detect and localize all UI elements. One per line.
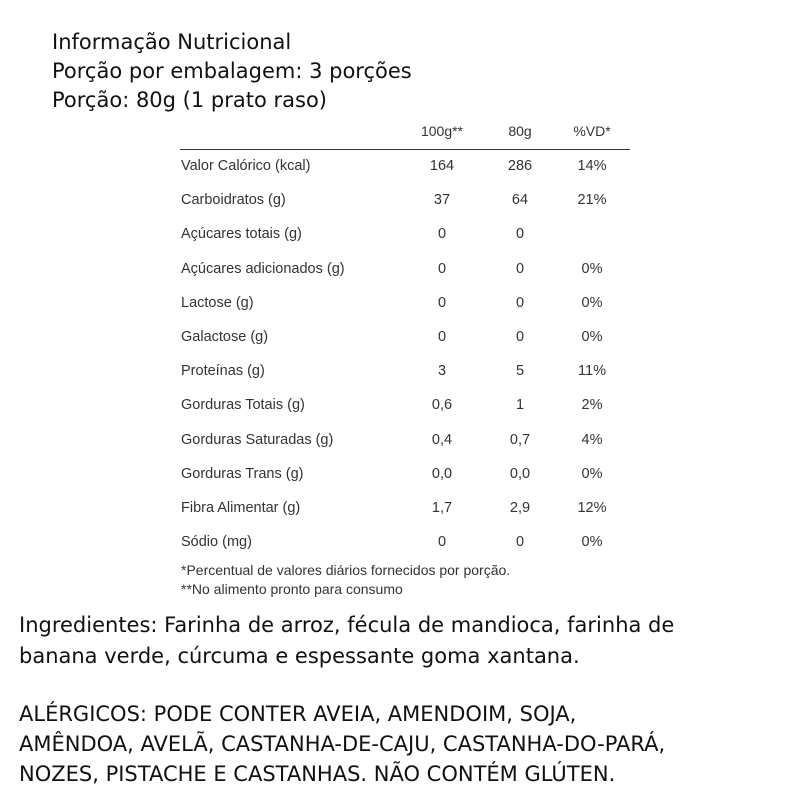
ingredients-line: banana verde, cúrcuma e espessante goma xantana. xyxy=(19,644,580,668)
value-per-80g: 1 xyxy=(515,397,525,414)
value-per-80g: 0 xyxy=(515,328,525,345)
nutrition-table xyxy=(180,118,630,560)
table-row xyxy=(180,424,630,458)
table-row xyxy=(180,253,630,287)
table-row xyxy=(180,458,630,492)
value-vd: 14% xyxy=(577,158,607,174)
table-row xyxy=(180,389,630,423)
value-per-100g: 37 xyxy=(433,192,451,209)
footnotes xyxy=(181,561,510,599)
allergens-line: AMÊNDOA, AVELÃ, CASTANHA-DE-CAJU, CASTANHA-DO-PARÁ, xyxy=(19,732,666,756)
value-per-100g: 164 xyxy=(429,158,455,174)
value-per-100g: 0 xyxy=(437,534,447,551)
nutrient-name: Valor Calórico (kcal) xyxy=(181,158,311,174)
value-vd: 0% xyxy=(581,328,603,345)
value-per-100g: 0,4 xyxy=(431,431,453,448)
value-vd: 12% xyxy=(577,499,607,516)
table-row xyxy=(180,355,630,389)
table-row xyxy=(180,287,630,321)
column-header-100g: 100g** xyxy=(420,123,464,139)
servings-per-package: Porção por embalagem: 3 porções xyxy=(52,59,412,83)
nutrient-name: Gorduras Trans (g) xyxy=(181,465,304,482)
allergens-line: ALÉRGICOS: PODE CONTER AVEIA, AMENDOIM, SOJA, xyxy=(19,702,577,726)
table-row xyxy=(180,184,630,218)
nutrient-name: Gorduras Saturadas (g) xyxy=(181,431,334,448)
table-row xyxy=(180,218,630,252)
value-per-100g: 3 xyxy=(437,363,447,380)
value-per-80g: 0,0 xyxy=(509,465,531,482)
value-per-80g: 0 xyxy=(515,534,525,551)
table-row xyxy=(180,492,630,526)
value-per-80g: 64 xyxy=(511,192,529,209)
table-row xyxy=(180,526,630,560)
ingredients-text xyxy=(19,610,789,672)
value-per-100g: 0 xyxy=(437,260,447,277)
value-per-80g: 0 xyxy=(515,260,525,277)
nutrition-title: Informação Nutricional xyxy=(52,30,292,54)
nutrient-name: Galactose (g) xyxy=(181,328,269,345)
allergens-line: NOZES, PISTACHE E CASTANHAS. NÃO CONTÉM GLÚTEN. xyxy=(19,762,616,786)
nutrient-name: Gorduras Totais (g) xyxy=(181,397,305,414)
value-per-80g: 0 xyxy=(515,226,525,243)
column-header-80g: 80g xyxy=(508,123,532,139)
value-per-100g: 0,0 xyxy=(431,465,453,482)
nutrient-name: Açúcares totais (g) xyxy=(181,226,302,243)
value-per-100g: 1,7 xyxy=(431,499,453,516)
footnote-vd: *Percentual de valores diários fornecidos por porção. xyxy=(181,562,511,578)
value-per-80g: 286 xyxy=(507,158,533,174)
value-per-100g: 0,6 xyxy=(431,397,453,414)
serving-size: Porção: 80g (1 prato raso) xyxy=(52,88,327,112)
value-per-80g: 0 xyxy=(515,294,525,311)
value-vd: 11% xyxy=(578,363,606,380)
nutrition-header xyxy=(52,28,412,115)
value-vd: 0% xyxy=(581,294,603,311)
value-vd: 0% xyxy=(581,534,603,551)
value-vd: 4% xyxy=(581,431,603,448)
nutrient-name: Fibra Alimentar (g) xyxy=(181,499,301,516)
table-header-row xyxy=(180,118,630,150)
footnote-ready-to-eat: **No alimento pronto para consumo xyxy=(181,581,403,597)
value-per-80g: 0,7 xyxy=(509,431,531,448)
value-per-80g: 5 xyxy=(515,363,525,380)
nutrient-name: Carboidratos (g) xyxy=(181,192,286,209)
table-row xyxy=(180,150,630,184)
column-header-vd: %VD* xyxy=(573,123,611,139)
allergens-text xyxy=(19,699,789,789)
value-per-100g: 0 xyxy=(437,226,447,243)
value-vd: 0% xyxy=(581,465,603,482)
value-vd: 2% xyxy=(581,397,603,414)
value-per-100g: 0 xyxy=(437,328,447,345)
table-row xyxy=(180,321,630,355)
value-vd: 0% xyxy=(581,260,603,277)
nutrient-name: Lactose (g) xyxy=(181,294,254,311)
nutrient-name: Sódio (mg) xyxy=(181,534,252,551)
nutrient-name: Proteínas (g) xyxy=(181,363,265,380)
value-vd: 21% xyxy=(577,192,607,209)
value-per-80g: 2,9 xyxy=(509,499,531,516)
value-per-100g: 0 xyxy=(437,294,447,311)
ingredients-line: Ingredientes: Farinha de arroz, fécula de mandioca, farinha de xyxy=(19,613,675,637)
nutrient-name: Açúcares adicionados (g) xyxy=(181,260,345,277)
